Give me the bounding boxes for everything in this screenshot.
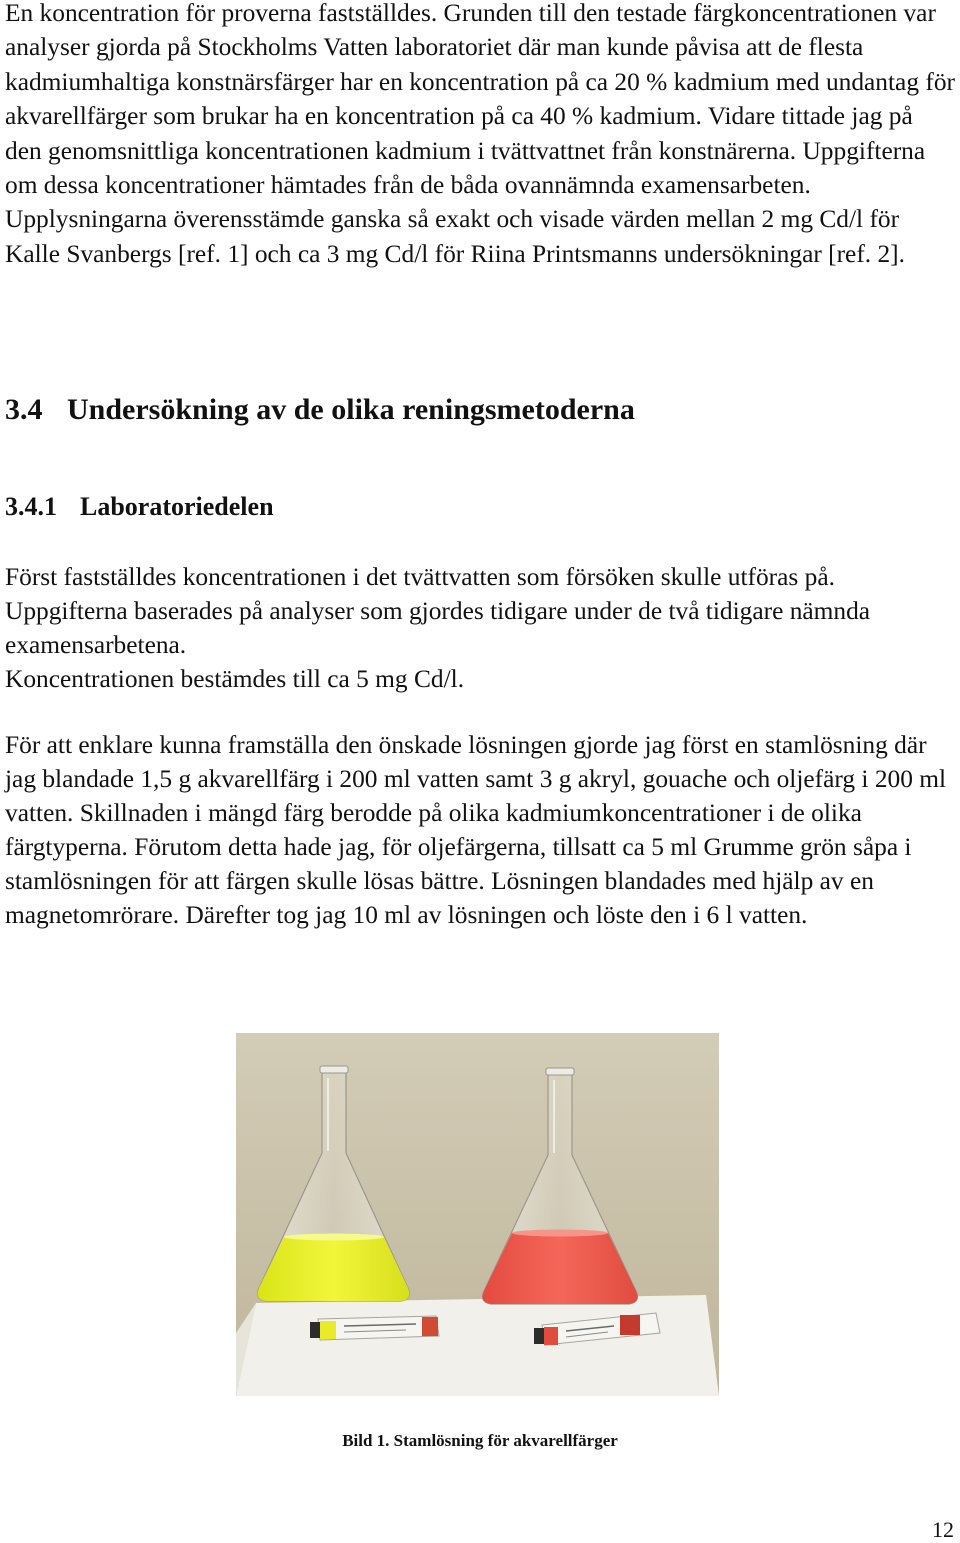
section-heading	[5, 390, 635, 430]
lab-paragraph-concentration: Koncentrationen bestämdes till ca 5 mg Cd/l.	[5, 665, 465, 693]
photo-paper-sheet	[236, 1295, 719, 1396]
subsection-heading	[5, 490, 274, 524]
page-number: 12	[932, 1517, 954, 1542]
method-paragraph: För att enklare kunna framställa den önskade lösningen gjorde jag först en stamlösning där jag blandade 1,5 g akvarellfärg i 200 ml vatten samt 3 g akryl, gouache och oljefärg i 200 ml vatten. Skillnaden i mängd färg berodde på olika kadmiumkoncentrationer i de olika färgtyperna. Förutom detta hade jag, för oljefärgerna, tillsatt ca 5 ml Grumme grön såpa i stamlösningen för att färgen skulle lösas bättre. Lösningen blandades med hjälp av en magnetomrörare. Därefter tog jag 10 ml av lösningen och löste den i 6 l vatten.	[5, 731, 947, 929]
intro-paragraph: En koncentration för proverna fastställdes. Grunden till den testade färgkoncentrationen var analyser gjorda på Stockholms Vatten laboratoriet där man kunde påvisa att de flesta kadmiumhaltiga konstnärsfärger har en koncentration på ca 20 % kadmium med undantag för akvarellfärger som brukar ha en koncentration på ca 40 % kadmium. Vidare tittade jag på den genomsnittliga koncentrationen kadmium i tvättvattnet från konstnärerna. Uppgifterna om dessa koncentrationer hämtades från de båda ovannämnda examensarbeten. Upplysningarna överensstämde ganska så exakt och visade värden mellan 2 mg Cd/l för Kalle Svanbergs [ref. 1] och ca 3 mg Cd/l för Riina Printsmanns undersökningar [ref. 2].	[5, 0, 955, 268]
section-title: Undersökning av de olika reningsmetoderna	[67, 393, 635, 426]
subsection-title: Laboratoriedelen	[80, 492, 274, 521]
yellow-solution	[258, 1237, 410, 1301]
paint-tube-yellow	[310, 1316, 439, 1340]
subsection-number: 3.4.1	[5, 492, 57, 521]
figure-caption: Bild 1. Stamlösning för akvarellfärger	[342, 1431, 618, 1450]
lab-paragraph-text: Först fastställdes koncentrationen i det tvättvatten som försöken skulle utföras på. Uppgifterna baserades på analyser som gjordes tidigare under de två tidigare nämnda examensarbetena.	[5, 563, 871, 659]
lab-paragraph	[5, 560, 955, 696]
section-number: 3.4	[5, 393, 43, 426]
flasks-photo	[236, 1033, 719, 1396]
